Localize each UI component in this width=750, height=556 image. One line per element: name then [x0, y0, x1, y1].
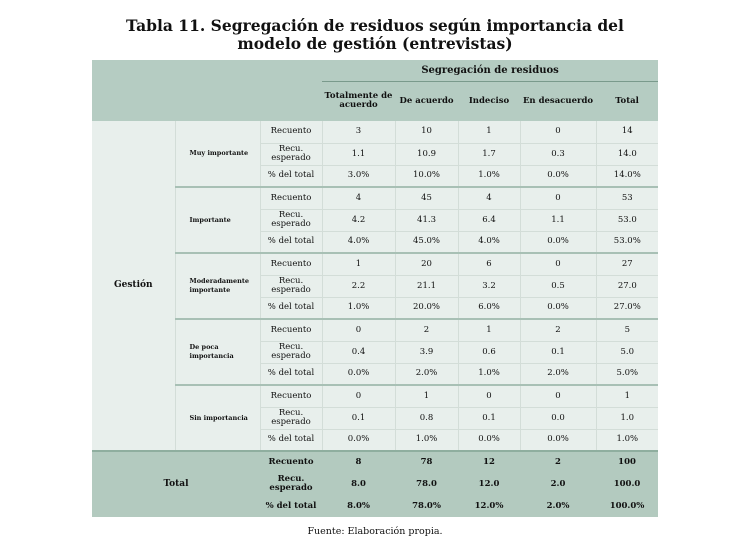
total-value: 100.0: [596, 473, 658, 495]
table-row: [92, 187, 658, 209]
column-header: Total: [615, 95, 639, 106]
source-note: Fuente: Elaboración propia.: [307, 526, 443, 537]
cell-value: 2: [520, 319, 596, 341]
cell-value: 0.3: [520, 143, 596, 165]
cell-value: 0: [520, 187, 596, 209]
cell-value: 0.0%: [322, 363, 395, 385]
cell-value: 41.3: [395, 209, 458, 231]
column-header: De acuerdo: [399, 95, 454, 106]
cell-value: 27.0%: [596, 297, 658, 319]
title-line-2: modelo de gestión (entrevistas): [237, 34, 513, 53]
total-value: 8.0: [322, 473, 395, 495]
measure-label: Recuento: [260, 121, 322, 143]
measure-label: % del total: [260, 165, 322, 187]
table-row: [92, 253, 658, 275]
cell-value: 0.1: [520, 341, 596, 363]
cell-value: 2.0%: [395, 363, 458, 385]
total-value: 78.0: [395, 473, 458, 495]
cell-value: 6: [458, 253, 520, 275]
cell-value: 1: [322, 253, 395, 275]
cell-value: 4.0%: [458, 231, 520, 253]
cell-value: 0.8: [395, 407, 458, 429]
cell-value: 10.9: [395, 143, 458, 165]
cell-value: 6.4: [458, 209, 520, 231]
cell-value: 1: [395, 385, 458, 407]
cell-value: 27: [596, 253, 658, 275]
table-row: [92, 121, 658, 143]
cell-value: 1.7: [458, 143, 520, 165]
cell-value: 0.0%: [322, 429, 395, 451]
total-value: 2: [520, 451, 596, 473]
table-row: [92, 385, 658, 407]
cell-value: 3.9: [395, 341, 458, 363]
cell-value: 5.0: [596, 341, 658, 363]
cell-value: 0: [322, 319, 395, 341]
total-row: [92, 451, 658, 473]
measure-label: % del total: [260, 495, 322, 517]
cell-value: 10.0%: [395, 165, 458, 187]
measure-label: Recuento: [260, 385, 322, 407]
measure-label: % del total: [260, 363, 322, 385]
cell-value: 4: [322, 187, 395, 209]
cell-value: 53: [596, 187, 658, 209]
cell-value: 2.2: [322, 275, 395, 297]
measure-label: Recu. esperado: [260, 473, 322, 495]
total-value: 12.0%: [458, 495, 520, 517]
measure-label: % del total: [260, 297, 322, 319]
cell-value: 1.0%: [596, 429, 658, 451]
cell-value: 14.0%: [596, 165, 658, 187]
cell-value: 1.0%: [395, 429, 458, 451]
cell-value: 0.1: [458, 407, 520, 429]
cell-value: 20: [395, 253, 458, 275]
category-label: De poca importancia: [175, 319, 260, 385]
cell-value: 0.1: [322, 407, 395, 429]
category-label: Importante: [175, 187, 260, 253]
cell-value: 53.0%: [596, 231, 658, 253]
total-value: 2.0%: [520, 495, 596, 517]
cell-value: 10: [395, 121, 458, 143]
cell-value: 0: [458, 385, 520, 407]
total-value: 12: [458, 451, 520, 473]
cell-value: 4.2: [322, 209, 395, 231]
measure-label: % del total: [260, 231, 322, 253]
total-value: 2.0: [520, 473, 596, 495]
cell-value: 2.0%: [520, 363, 596, 385]
column-header: Indeciso: [468, 95, 510, 106]
measure-label: Recuento: [260, 319, 322, 341]
total-value: 100: [596, 451, 658, 473]
cell-value: 14: [596, 121, 658, 143]
cell-value: 45: [395, 187, 458, 209]
cell-value: 5.0%: [596, 363, 658, 385]
cell-value: 5: [596, 319, 658, 341]
category-label: Moderadamente importante: [175, 253, 260, 319]
cell-value: 0.0: [520, 407, 596, 429]
cell-value: 0.6: [458, 341, 520, 363]
cell-value: 0.0%: [520, 429, 596, 451]
cell-value: 1: [458, 121, 520, 143]
measure-label: Recu. esperado: [260, 275, 322, 297]
cell-value: 0.0%: [520, 297, 596, 319]
row-group-label: Gestión: [92, 121, 175, 451]
cell-value: 0.0%: [520, 165, 596, 187]
total-value: 100.0%: [596, 495, 658, 517]
cell-value: 3.2: [458, 275, 520, 297]
cell-value: 0.4: [322, 341, 395, 363]
measure-label: Recuento: [260, 253, 322, 275]
measure-label: Recu. esperado: [260, 341, 322, 363]
cell-value: 21.1: [395, 275, 458, 297]
total-label: Total: [92, 451, 260, 517]
cell-value: 53.0: [596, 209, 658, 231]
cell-value: 2: [395, 319, 458, 341]
group-header: Segregación de residuos: [322, 60, 658, 81]
cell-value: 6.0%: [458, 297, 520, 319]
cell-value: 1.1: [520, 209, 596, 231]
cell-value: 1: [596, 385, 658, 407]
column-header: Totalmente de acuerdo: [324, 91, 393, 111]
cell-value: 4.0%: [322, 231, 395, 253]
cell-value: 0: [322, 385, 395, 407]
title-line-1: Tabla 11. Segregación de residuos según importancia del: [126, 16, 624, 35]
cell-value: 27.0: [596, 275, 658, 297]
total-value: 78.0%: [395, 495, 458, 517]
total-value: 8.0%: [322, 495, 395, 517]
cell-value: 3.0%: [322, 165, 395, 187]
cell-value: 1.1: [322, 143, 395, 165]
cell-value: 14.0: [596, 143, 658, 165]
cell-value: 20.0%: [395, 297, 458, 319]
table-title: [0, 17, 750, 53]
cell-value: 1: [458, 319, 520, 341]
measure-label: Recuento: [260, 451, 322, 473]
measure-label: Recu. esperado: [260, 143, 322, 165]
category-label: Muy importante: [175, 121, 260, 187]
cell-value: 1.0: [596, 407, 658, 429]
cell-value: 0.0%: [458, 429, 520, 451]
total-value: 8: [322, 451, 395, 473]
cell-value: 45.0%: [395, 231, 458, 253]
cell-value: 4: [458, 187, 520, 209]
crosstab-table: [92, 60, 658, 517]
cell-value: 0.0%: [520, 231, 596, 253]
measure-label: Recu. esperado: [260, 209, 322, 231]
total-value: 12.0: [458, 473, 520, 495]
measure-label: Recuento: [260, 187, 322, 209]
header-blank: [92, 60, 322, 121]
table-row: [92, 319, 658, 341]
category-label: Sin importancia: [175, 385, 260, 451]
cell-value: 1.0%: [322, 297, 395, 319]
cell-value: 3: [322, 121, 395, 143]
cell-value: 1.0%: [458, 363, 520, 385]
cell-value: 0: [520, 253, 596, 275]
measure-label: % del total: [260, 429, 322, 451]
total-value: 78: [395, 451, 458, 473]
column-header: En desacuerdo: [522, 95, 594, 106]
cell-value: 0: [520, 385, 596, 407]
measure-label: Recu. esperado: [260, 407, 322, 429]
cell-value: 0.5: [520, 275, 596, 297]
cell-value: 1.0%: [458, 165, 520, 187]
cell-value: 0: [520, 121, 596, 143]
